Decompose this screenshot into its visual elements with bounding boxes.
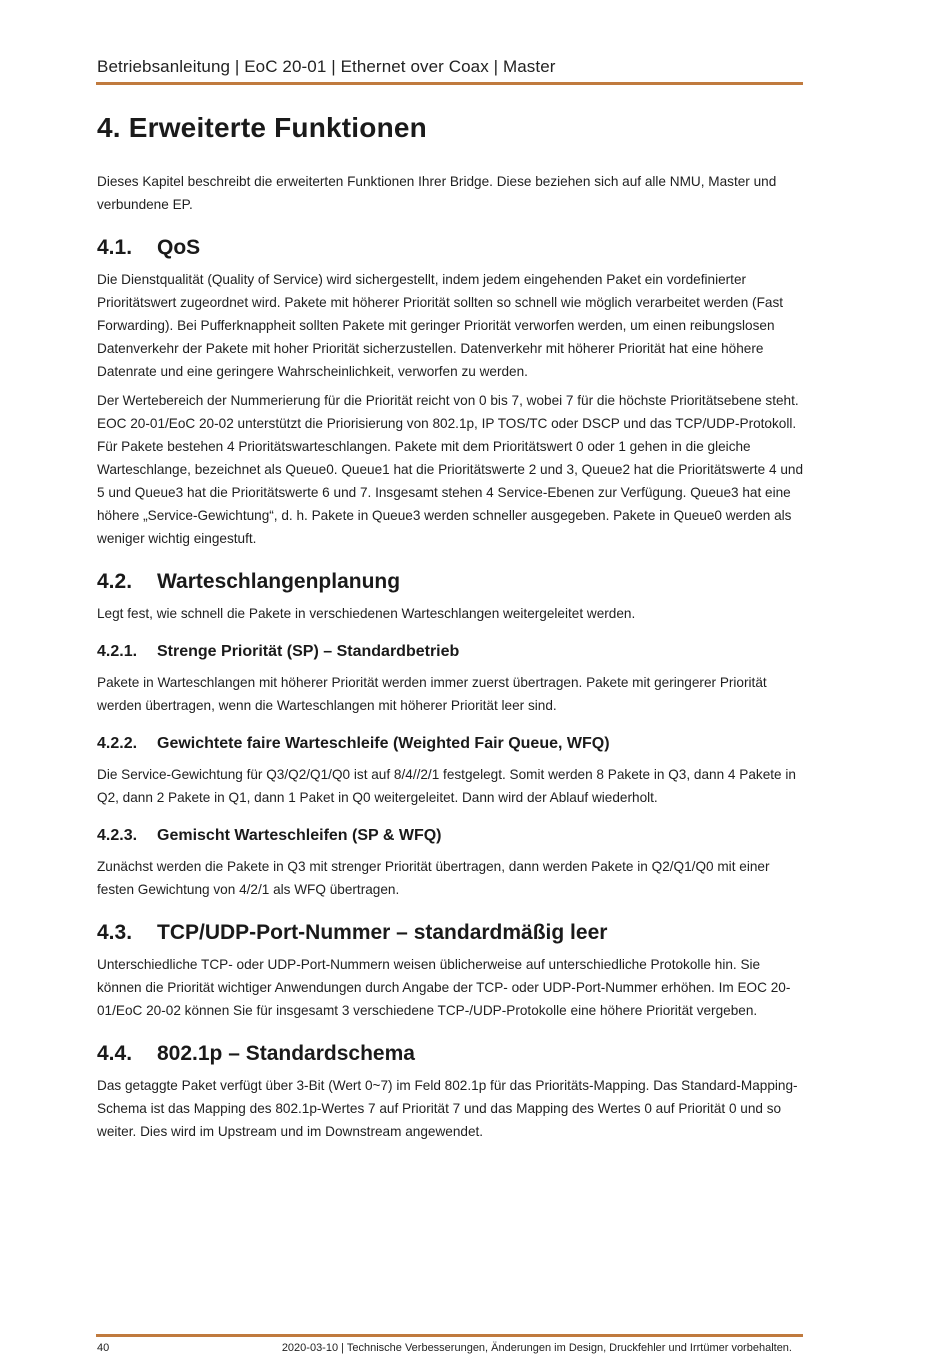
subsection-title: Gewichtete faire Warteschleife (Weighted Fair Queue, WFQ) — [157, 735, 610, 752]
section-heading-4-4 — [97, 1042, 807, 1066]
section-heading-4-2 — [97, 570, 807, 594]
subsection-number: 4.2.3. — [97, 827, 138, 844]
subsection-heading-4-2-1 — [97, 643, 807, 661]
document-body — [97, 112, 807, 1149]
page-number: 40 — [97, 1342, 110, 1354]
subsection-number: 4.2.2. — [97, 735, 138, 752]
subsection-heading-4-2-2 — [97, 735, 807, 753]
subsection-heading-4-2-3 — [97, 827, 807, 845]
running-header: Betriebsanleitung | EoC 20-01 | Ethernet over Coax | Master — [97, 57, 556, 76]
chapter-title: 4. Erweiterte Funktionen — [97, 112, 427, 143]
section-number: 4.3. — [97, 921, 133, 944]
section-heading-4-3 — [97, 921, 807, 945]
subsection-title: Strenge Priorität (SP) – Standardbetrieb — [157, 643, 460, 660]
section-title: Warteschlangenplanung — [157, 570, 401, 593]
section-title: TCP/UDP-Port-Nummer – standardmäßig leer — [157, 921, 608, 944]
section-heading-4-1 — [97, 236, 807, 260]
section-title: 802.1p – Standardschema — [157, 1042, 415, 1065]
header-rule — [96, 82, 803, 85]
paragraph: Pakete in Warteschlangen mit höherer Priorität werden immer zuerst übertragen. Pakete mit geringerer Priorität werden übertragen, wenn die Warteschlangen mit höherer Priorität leer sind. — [97, 675, 767, 713]
subsection-title: Gemischt Warteschleifen (SP & WFQ) — [157, 827, 442, 844]
paragraph: Zunächst werden die Pakete in Q3 mit strenger Priorität übertragen, dann werden Pakete in Q2/Q1/Q0 mit einer festen Gewichtung von 4/2/1 als WFQ übertragen. — [97, 859, 770, 897]
section-number: 4.4. — [97, 1042, 133, 1065]
subsection-number: 4.2.1. — [97, 643, 138, 660]
paragraph: Das getaggte Paket verfügt über 3-Bit (Wert 0~7) im Feld 802.1p für das Prioritäts-Mapping. Das Standard-Mapping-Schema ist das Mapping des 802.1p-Wertes 7 auf Priorität 7 und das Mapping des Wertes 0 auf Priorität 0 und so weiter. Dies wird im Upstream und im Downstream angewendet. — [97, 1078, 798, 1139]
paragraph: Die Dienstqualität (Quality of Service) wird sichergestellt, indem jedem eingehenden Paket ein vordefinierter Prioritätswert zugeordnet wird. Pakete mit höherer Priorität sollten so schnell wie möglich verarbeitet werden (Fast Forwarding). Bei Pufferknappheit sollten Pakete mit geringer Priorität verworfen werden, um einen reibungslosen Datenverkehr der Pakete mit hoher Priorität sicherzustellen. Datenverkehr mit höherer Priorität hat eine höhere Datenrate und eine geringere Wahrscheinlichkeit, verworfen zu werden. — [97, 272, 784, 379]
chapter-intro: Dieses Kapitel beschreibt die erweiterten Funktionen Ihrer Bridge. Diese beziehen sich auf alle NMU, Master und verbundene EP. — [97, 174, 777, 212]
paragraph: Die Service-Gewichtung für Q3/Q2/Q1/Q0 ist auf 8/4//2/1 festgelegt. Somit werden 8 Pakete in Q3, dann 4 Pakete in Q2, dann 2 Pakete in Q1, dann 1 Paket in Q0 weitergeleitet. Dann wird der Ablauf wiederholt. — [97, 767, 796, 805]
section-number: 4.2. — [97, 570, 133, 593]
footer-note: 2020-03-10 | Technische Verbesserungen, Änderungen im Design, Druckfehler und Irrtümer vorbehalten. — [281, 1342, 792, 1354]
footer-rule — [96, 1334, 803, 1337]
section-title: QoS — [157, 236, 201, 259]
section-number: 4.1. — [97, 236, 133, 259]
paragraph: Legt fest, wie schnell die Pakete in verschiedenen Warteschlangen weitergeleitet werden. — [97, 606, 636, 621]
paragraph: Der Wertebereich der Nummerierung für die Priorität reicht von 0 bis 7, wobei 7 für die höchste Prioritätsebene steht. EOC 20-01/EoC 20-02 unterstützt die Priorisierung von 802.1p, IP TOS/TC oder DSCP und das TCP/UDP-Protokoll. Für Pakete bestehen 4 Prioritätswarteschlangen. Pakete mit dem Prioritätswert 0 oder 1 gehen in die gleiche Warteschlange, bezeichnet als Queue0. Queue1 hat die Prioritätswerte 2 und 3, Queue2 hat die Prioritätswerte 4 und 5 und Queue3 hat die Prioritätswerte 6 und 7. Insgesamt stehen 4 Service-Ebenen zur Verfügung. Queue3 hat eine höhere „Service-Gewichtung“, d. h. Pakete in Queue3 werden schneller ausgegeben. Pakete in Queue0 werden als weniger wichtig eingestuft. — [97, 393, 804, 546]
paragraph: Unterschiedliche TCP- oder UDP-Port-Nummern weisen üblicherweise auf unterschiedliche Protokolle hin. Sie können die Priorität wichtiger Anwendungen durch Angabe der TCP- oder UDP-Port-Nummer erhöhen. Im EOC 20-01/EoC 20-02 können Sie für insgesamt 3 verschiedene TCP-/UDP-Protokolle eine höhere Priorität vergeben. — [97, 957, 791, 1018]
